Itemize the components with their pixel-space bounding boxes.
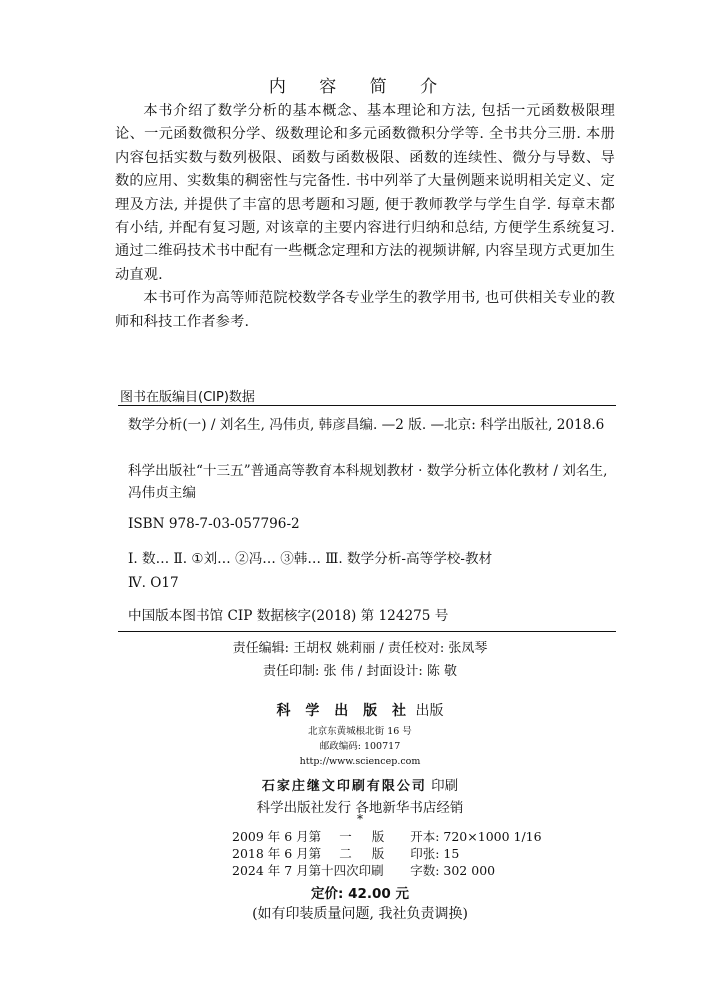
printer-suffix: 印刷	[431, 778, 459, 794]
edition-date: 2018 年 6 月第	[232, 846, 322, 861]
intro-body	[115, 100, 615, 334]
separator-star: *	[357, 812, 363, 826]
edition-table	[232, 828, 542, 879]
publisher-address: 北京东黄城根北街 16 号	[308, 726, 412, 737]
publisher-suffix: 出版	[415, 703, 444, 719]
edition-row	[232, 845, 542, 862]
cip-entry-text: 数学分析(一) / 刘名生, 冯伟贞, 韩彦昌编. —2 版. —北京: 科学出版社, 2018.6	[128, 417, 605, 433]
publisher-name: 科 学 出 版 社	[276, 703, 412, 719]
intro-paragraph: 本书介绍了数学分析的基本概念、基本理论和方法, 包括一元函数极限理论、一元函数微积分学、级数理论和多元函数微积分学等. 全书共分三册. 本册内容包括实数与数列极限、函数与函数极限、函数的连续性、微分与导数、导数的应用、实数集的稠密性与完备性. 书中列举了大量例题来说明相关定义、定理及方法, 并提供了丰富的思考题和习题, 便于教师教学与学生自学. 每章末都有小结, 并配有复习题, 对该章的主要内容进行归纳和总结, 方便学生系统复习. 通过二维码技术书中配有一些概念定理和方法的视频讲解, 内容呈现方式更加生动直观.	[115, 103, 615, 283]
publisher-postcode: 邮政编码: 100717	[319, 741, 401, 752]
edition-row	[232, 828, 542, 845]
printer-line	[0, 774, 720, 794]
edition-info: 字数: 302 000	[410, 863, 496, 878]
cip-entry-text: 科学出版社“十三五”普通高等教育本科规划教材 · 数学分析立体化教材 / 刘名生, 冯伟贞主编	[128, 463, 608, 501]
edition-date: 2024 年 7 月第十四次印刷	[232, 863, 384, 878]
cip-bottom-rule	[118, 631, 616, 632]
publisher-line	[0, 700, 720, 720]
cip-entry-2	[128, 460, 614, 504]
distribution: 科学出版社发行 各地新华书店经销	[256, 800, 464, 816]
cip-heading: 图书在版编目(CIP)数据	[120, 390, 255, 405]
edition-num: 一	[339, 829, 352, 844]
edition-info: 印张: 15	[410, 846, 460, 861]
edition-type: 版	[371, 829, 385, 844]
intro-title: 内 容 简 介	[268, 77, 452, 97]
intro-paragraph: 本书可作为高等师范院校数学各专业学生的教学用书, 也可供相关专业的教师和科技工作者参考.	[115, 290, 615, 330]
cip-entry-1	[128, 414, 614, 436]
credits-production: 责任印制: 张 伟 / 封面设计: 陈 敬	[263, 664, 457, 679]
cip-top-rule	[118, 405, 616, 406]
edition-type: 版	[371, 846, 385, 861]
cip-classification: Ⅳ. O17	[128, 575, 179, 591]
cip-isbn: ISBN 978-7-03-057796-2	[128, 516, 300, 532]
price: 定价: 42.00 元	[310, 886, 409, 902]
cip-classification: Ⅰ. 数… Ⅱ. ①刘… ②冯… ③韩… Ⅲ. 数学分析-高等学校-教材	[128, 551, 493, 567]
quality-notice: (如有印装质量问题, 我社负责调换)	[252, 906, 468, 922]
edition-row	[232, 862, 542, 879]
cip-verification: 中国版本图书馆 CIP 数据核字(2018) 第 124275 号	[128, 608, 449, 624]
edition-info: 开本: 720×1000 1/16	[410, 829, 542, 844]
edition-num: 二	[339, 846, 352, 861]
printer-name: 石家庄继文印刷有限公司	[261, 779, 427, 794]
publisher-website: http://www.sciencep.com	[299, 756, 421, 767]
credits-editors: 责任编辑: 王胡权 姚莉丽 / 责任校对: 张凤琴	[232, 641, 488, 656]
edition-date: 2009 年 6 月第	[232, 829, 322, 844]
